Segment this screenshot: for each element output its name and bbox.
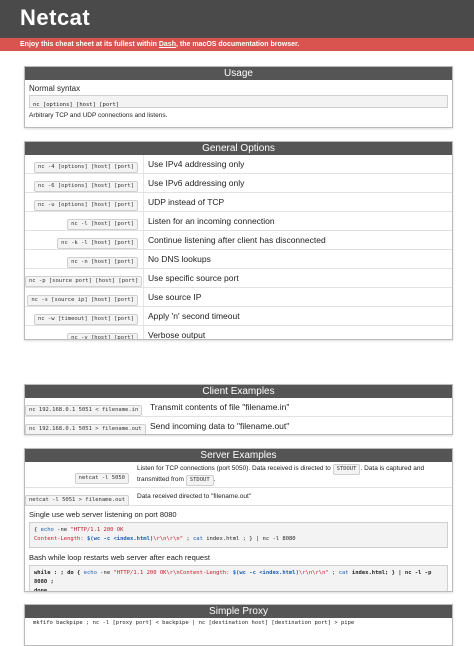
code-token: Content-Length: <box>34 536 87 542</box>
option-row <box>25 250 452 269</box>
code-token: \r\n\r\n" <box>298 570 329 576</box>
usage-code-block <box>29 95 448 108</box>
option-row <box>25 193 452 212</box>
code-token: cat <box>338 570 349 576</box>
server-cmd-1: netcat -l 5050 <box>75 473 129 484</box>
server-desc-1a: Listen for TCP connections (port 5050). Data received is directed to <box>137 464 333 472</box>
server-heading-2: Bash while loop restarts web server after each request <box>29 553 210 562</box>
stdout-code-a: STDOUT <box>333 464 361 475</box>
general-options-title: General Options <box>25 142 452 155</box>
code-token: { <box>34 527 41 533</box>
option-description: Use IPv4 addressing only <box>143 155 452 173</box>
stdout-code-b: STDOUT <box>186 475 214 486</box>
simple-proxy-card <box>24 604 453 646</box>
web-server-code-block <box>29 522 448 548</box>
options-table <box>25 155 452 340</box>
option-command: nc -w [timeout] [host] [port] <box>34 314 138 325</box>
option-cmd-cell <box>25 231 143 249</box>
option-description: UDP instead of TCP <box>143 193 452 211</box>
client-example-row <box>25 417 452 435</box>
page-header <box>0 0 474 38</box>
code-token: echo <box>83 570 97 576</box>
option-row <box>25 174 452 193</box>
dash-banner <box>0 38 474 51</box>
client-example-row <box>25 398 452 417</box>
option-cmd-cell <box>25 326 143 340</box>
code-token: index.html ; } | nc -l 8080 <box>202 536 296 542</box>
server-heading-1: Single use web server listening on port 8080 <box>29 510 177 519</box>
option-command: nc -n [host] [port] <box>67 257 138 268</box>
option-cmd-cell <box>25 288 143 306</box>
option-command: nc -v [host] [port] <box>67 333 138 340</box>
usage-title: Usage <box>25 67 452 80</box>
usage-code: nc [options] [host] [port] <box>33 102 120 108</box>
server-desc-1 <box>133 464 452 486</box>
option-command: nc -p [source port] [host] [port] <box>25 276 142 287</box>
banner-text-pre: Enjoy this cheat sheet at its fullest within <box>20 41 159 48</box>
proxy-code: mkfifo backpipe ; nc -l [proxy port] < backpipe | nc [destination host] [destination port] > pipe <box>33 620 355 626</box>
option-cmd-cell <box>25 307 143 325</box>
code-token: $(wc -c <index.html) <box>86 536 154 542</box>
usage-note: Arbitrary TCP and UDP connections and listens. <box>29 112 168 119</box>
usage-card <box>24 66 453 128</box>
server-desc-1c: . <box>213 475 216 483</box>
simple-proxy-title: Simple Proxy <box>25 605 452 618</box>
option-cmd-cell <box>25 212 143 230</box>
option-row <box>25 288 452 307</box>
option-description: Use IPv6 addressing only <box>143 174 452 192</box>
option-cmd-cell <box>25 193 143 211</box>
client-cmd-cell <box>25 417 146 435</box>
code-token: index.html; } | nc -l -p 8080 ; <box>34 570 435 585</box>
loop-server-code-block <box>29 565 448 592</box>
option-cmd-cell <box>25 174 143 192</box>
server-desc-2: Data received directed to "filename.out" <box>137 492 252 500</box>
code-token: -ne <box>53 527 71 533</box>
option-cmd-cell <box>25 269 143 287</box>
client-examples-card <box>24 384 453 435</box>
code-token: ; <box>183 536 193 542</box>
option-row <box>25 212 452 231</box>
client-examples-table <box>25 398 452 435</box>
code-token: $(wc -c <index.html) <box>232 570 299 576</box>
usage-subtitle: Normal syntax <box>29 84 81 93</box>
code-token: \r\n\r\n" <box>153 536 184 542</box>
option-row <box>25 307 452 326</box>
server-examples-title: Server Examples <box>25 449 452 462</box>
client-command: nc 192.168.0.1 5051 < filename.in <box>25 405 142 416</box>
option-command: nc -k -l [host] [port] <box>57 238 138 249</box>
client-description: Transmit contents of file "filename.in" <box>150 402 290 412</box>
server-row-file <box>25 488 452 506</box>
option-row <box>25 155 452 174</box>
code-token: "HTTP/1.1 200 OK\r\nContent-Length: <box>113 570 233 576</box>
option-command: nc -l [host] [port] <box>67 219 138 230</box>
page-title: Netcat <box>20 5 91 30</box>
code-token: ; <box>328 570 339 576</box>
option-command: nc -6 [options] [host] [port] <box>34 181 138 192</box>
client-examples-title: Client Examples <box>25 385 452 398</box>
option-row <box>25 326 452 340</box>
option-description: Use specific source port <box>143 269 452 287</box>
option-description: Continue listening after client has disconnected <box>143 231 452 249</box>
banner-text-post: , the macOS documentation browser. <box>175 41 300 48</box>
server-cmd-2: netcat -l 5051 > filename.out <box>25 495 129 506</box>
code-token: done <box>34 588 48 592</box>
code-token: while : ; do { <box>34 570 84 576</box>
option-command: nc -s [source ip] [host] [port] <box>27 295 138 306</box>
server-examples-card <box>24 448 453 592</box>
option-command: nc -u [options] [host] [port] <box>34 200 138 211</box>
server-desc-1b: . Data is captured and transmitted from <box>137 464 425 483</box>
client-command: nc 192.168.0.1 5051 > filename.out <box>25 424 146 435</box>
server-cmd-cell <box>25 488 133 506</box>
option-cmd-cell <box>25 250 143 268</box>
client-description: Send incoming data to "filename.out" <box>150 421 290 431</box>
client-cmd-cell <box>25 398 146 416</box>
server-row-listen <box>25 462 452 488</box>
general-options-card <box>24 141 453 340</box>
code-token: "HTTP/1.1 200 OK <box>70 527 124 533</box>
code-token: cat <box>192 536 203 542</box>
server-cmd-cell <box>25 466 133 484</box>
option-row <box>25 269 452 288</box>
option-command: nc -4 [options] [host] [port] <box>34 162 138 173</box>
option-description: Listen for an incoming connection <box>143 212 452 230</box>
code-token: -ne <box>96 570 114 576</box>
option-description: Verbose output <box>143 326 452 340</box>
option-row <box>25 231 452 250</box>
dash-link[interactable]: Dash <box>158 41 176 48</box>
option-cmd-cell <box>25 155 143 173</box>
code-token: echo <box>40 527 54 533</box>
option-description: Use source IP <box>143 288 452 306</box>
option-description: No DNS lookups <box>143 250 452 268</box>
option-description: Apply 'n' second timeout <box>143 307 452 325</box>
